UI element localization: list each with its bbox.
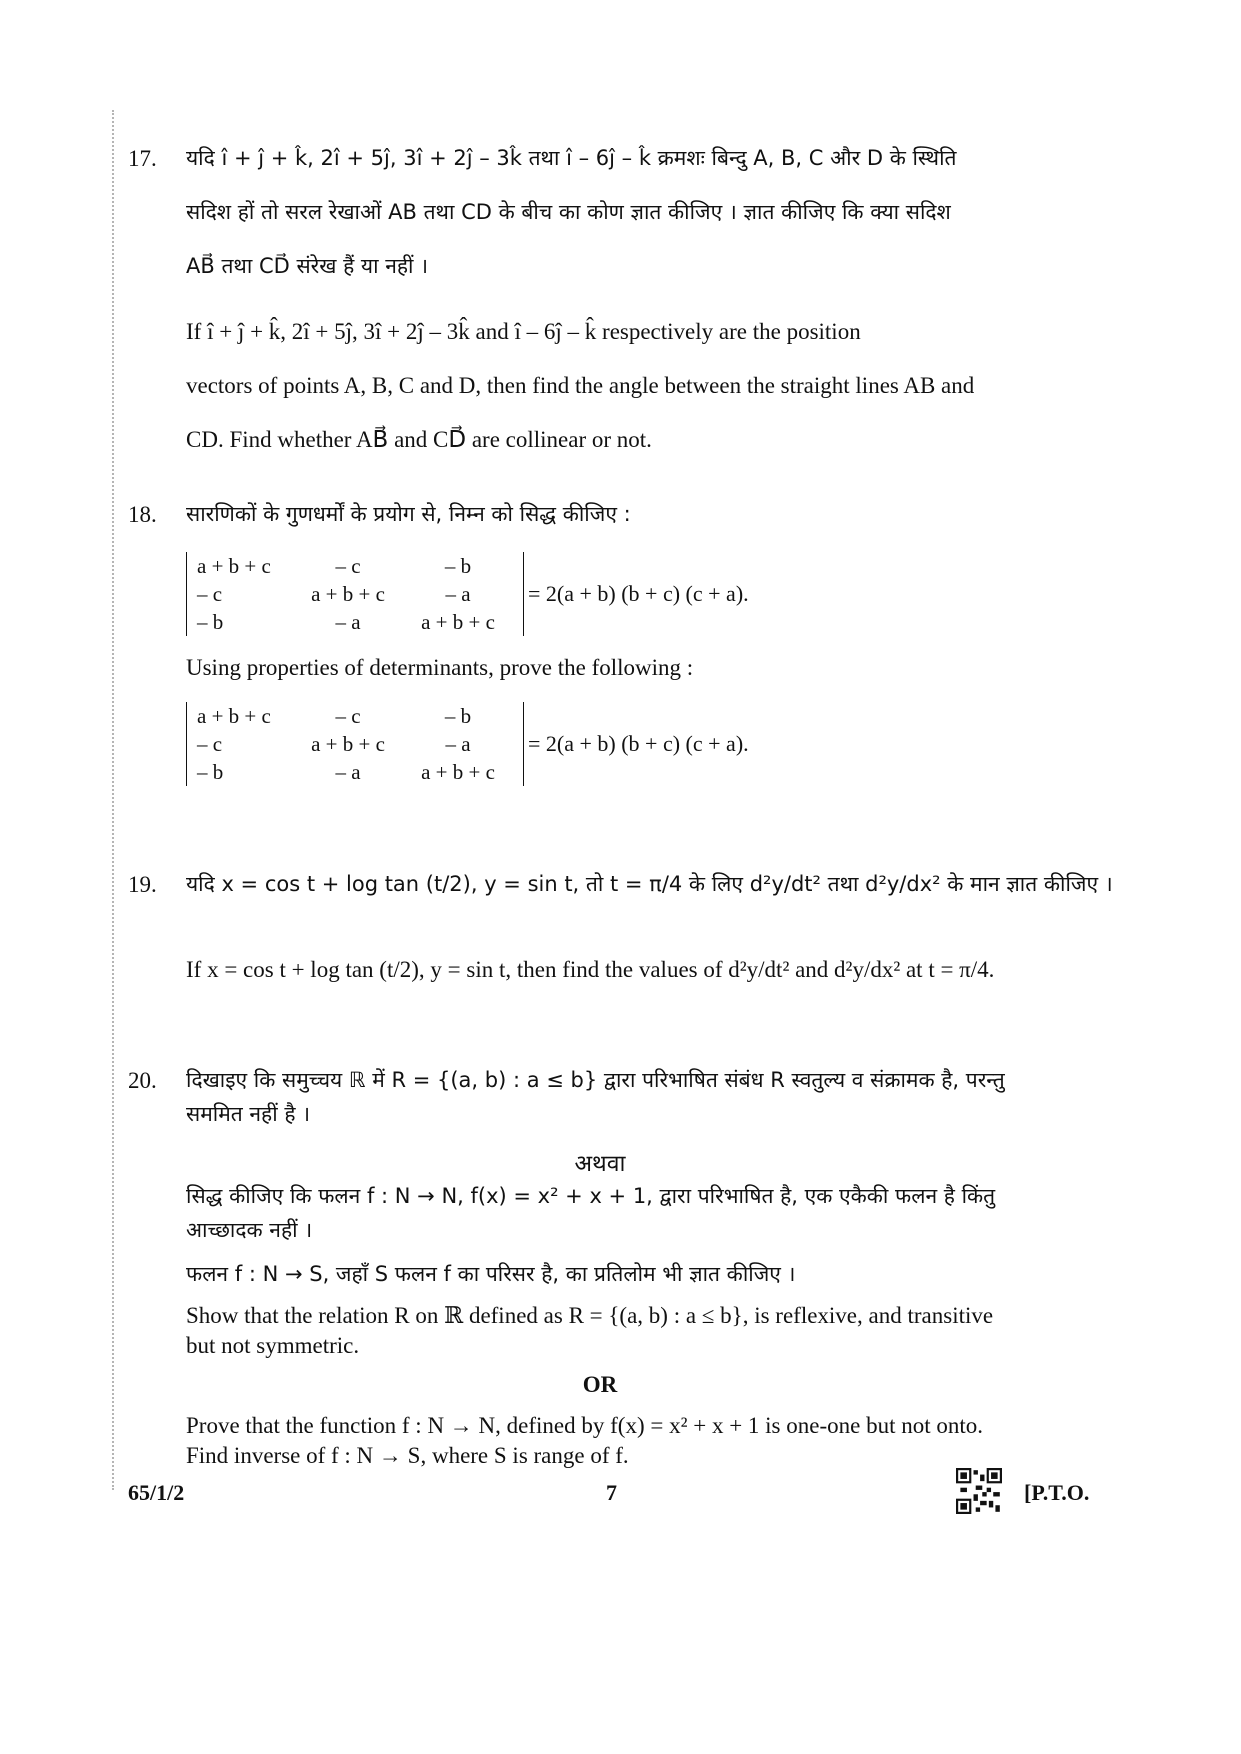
q17-number: 17. (128, 146, 157, 171)
det-row: – c a + b + c – a (197, 581, 471, 606)
paper-code: 65/1/2 (128, 1480, 185, 1505)
q20-hindi-or: अथवा (574, 1151, 626, 1177)
det-row: a + b + c – c – b (197, 553, 472, 578)
pto-label: [P.T.O. (1024, 1480, 1090, 1505)
q19-english-line: If x = cos t + log tan (t/2), y = sin t, then find the values of d²y/dt² and d²y/dx² at t = π/4. (186, 957, 995, 982)
q17-english-line-3: CD. Find whether AB⃗ and CD⃗ are collinear or not. (186, 427, 652, 452)
page-number: 7 (606, 1480, 617, 1505)
q18-hindi-line: सारणिकों के गुणधर्मों के प्रयोग से, निम्न को सिद्ध कीजिए : (186, 502, 631, 526)
det-result: = 2(a + b) (b + c) (c + a). (528, 581, 749, 606)
q20-hindi-line-2: सममित नहीं है । (186, 1102, 311, 1126)
q18-number: 18. (128, 502, 157, 527)
q20-english-line-2: but not symmetric. (186, 1333, 360, 1358)
q17-english-line-2: vectors of points A, B, C and D, then find the angle between the straight lines AB and (186, 373, 975, 398)
det-row: – c a + b + c – a (197, 731, 471, 756)
q20-hindi-line-5: फलन f : N → S, जहाँ S फलन f का परिसर है, का प्रतिलोम भी ज्ञात कीजिए । (186, 1262, 796, 1286)
q20-hindi-line-3: सिद्ध कीजिए कि फलन f : N → N, f(x) = x² + x + 1, द्वारा परिभाषित है, एक एकैकी फलन है किंतु (186, 1184, 996, 1208)
q20-hindi-line-1: दिखाइए कि समुच्चय ℝ में R = {(a, b) : a ≤ b} द्वारा परिभाषित संबंध R स्वतुल्य व संक्रामक है, परन्तु (186, 1068, 1005, 1092)
margin-dotted-line (112, 110, 114, 1490)
q18-english-line: Using properties of determinants, prove the following : (186, 655, 694, 680)
q17-hindi-line-1: यदि î + ĵ + k̂, 2î + 5ĵ, 3î + 2ĵ – 3k̂ तथा î – 6ĵ – k̂ क्रमशः बिन्दु A, B, C और D के स्थिति (186, 146, 957, 170)
q20-hindi-line-4: आच्छादक नहीं । (186, 1218, 313, 1242)
q18-determinant-hindi (186, 552, 749, 636)
det-row: – b – a a + b + c (197, 609, 495, 634)
q20-english-line-4: Find inverse of f : N → S, where S is range of f. (186, 1443, 629, 1468)
q19-hindi-line: यदि x = cos t + log tan (t/2), y = sin t, तो t = π/4 के लिए d²y/dt² तथा d²y/dx² के मान ज्ञात कीजिए । (186, 872, 1113, 896)
q20-english-line-1: Show that the relation R on ℝ defined as R = {(a, b) : a ≤ b}, is reflexive, and transitive (186, 1303, 994, 1328)
q17-hindi-line-2: सदिश हों तो सरल रेखाओं AB तथा CD के बीच का कोण ज्ञात कीजिए । ज्ञात कीजिए कि क्या सदिश (186, 200, 951, 224)
q17-hindi-line-3: AB⃗ तथा CD⃗ संरेख हैं या नहीं । (186, 254, 429, 278)
q20-english-line-3: Prove that the function f : N → N, defined by f(x) = x² + x + 1 is one-one but not onto. (186, 1413, 984, 1438)
det-result: = 2(a + b) (b + c) (c + a). (528, 731, 749, 756)
q20-english-or: OR (582, 1372, 618, 1397)
q17-english-line-1: If î + ĵ + k̂, 2î + 5ĵ, 3î + 2ĵ – 3k̂ and î – 6ĵ – k̂ respectively are the position (186, 319, 861, 344)
qr-code-icon (956, 1468, 1002, 1514)
det-row: – b – a a + b + c (197, 759, 495, 784)
q20-number: 20. (128, 1068, 157, 1093)
det-row: a + b + c – c – b (197, 703, 472, 728)
q19-number: 19. (128, 872, 157, 897)
q18-determinant-english (186, 702, 749, 786)
